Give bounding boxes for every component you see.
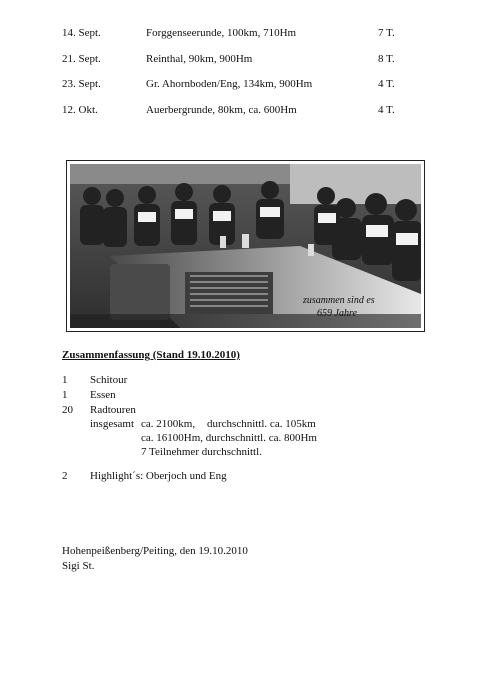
summary-title: Zusammenfassung (Stand 19.10.2010)	[62, 349, 240, 361]
tour-days: 7 T.	[378, 27, 395, 39]
summary-label: Radtouren	[90, 404, 136, 416]
summary-label: Essen	[90, 389, 116, 401]
avg-km: durchschnittl. ca. 105km	[207, 418, 316, 430]
tour-route: Forggenseerunde, 100km, 710Hm	[146, 27, 297, 39]
summary-count: 1	[62, 389, 68, 401]
group-photo	[66, 160, 425, 332]
tour-days: 8 T.	[378, 53, 395, 65]
highlight-count: 2	[62, 470, 68, 482]
highlight-label: Highlight´s: Oberjoch und Eng	[90, 470, 227, 482]
tour-date: 21. Sept.	[62, 53, 101, 65]
avg-participants: 7 Teilnehmer durchschnittl.	[141, 446, 262, 458]
photo-caption-line1: zusammen sind es	[303, 295, 375, 306]
tour-days: 4 T.	[378, 104, 395, 116]
table-row	[0, 53, 480, 69]
table-row	[0, 104, 480, 120]
summary-label: Schitour	[90, 374, 128, 386]
total-hm: ca. 16100Hm, durchschnittl. ca. 800Hm	[141, 432, 317, 444]
tour-date: 14. Sept.	[62, 27, 101, 39]
signature: Sigi St.	[62, 560, 95, 572]
tour-route: Gr. Ahornboden/Eng, 134km, 900Hm	[146, 78, 313, 90]
tour-days: 4 T.	[378, 78, 395, 90]
summary-count: 1	[62, 374, 68, 386]
summary-count: 20	[62, 404, 73, 416]
tour-route: Reinthal, 90km, 900Hm	[146, 53, 253, 65]
total-km: ca. 2100km,	[141, 418, 196, 430]
table-row	[0, 27, 480, 43]
tour-date: 23. Sept.	[62, 78, 101, 90]
place-date: Hohenpeißenberg/Peiting, den 19.10.2010	[62, 545, 248, 557]
tour-route: Auerbergrunde, 80km, ca. 600Hm	[146, 104, 297, 116]
tour-date: 12. Okt.	[62, 104, 98, 116]
photo-caption-line2: 659 Jahre	[317, 308, 357, 319]
table-row	[0, 78, 480, 94]
totals-prefix: insgesamt	[90, 418, 134, 430]
